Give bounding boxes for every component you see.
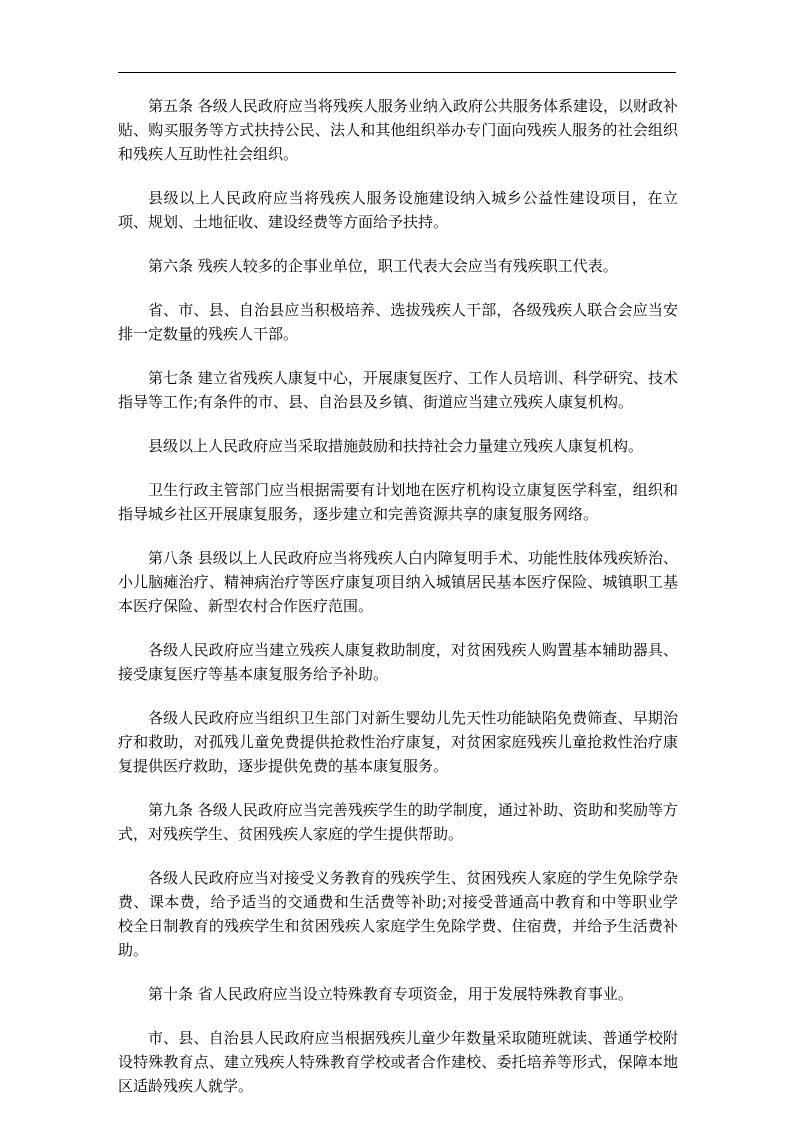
paragraph: 卫生行政主管部门应当根据需要有计划地在医疗机构设立康复医学科室，组织和指导城乡社区开展康复服务，逐步建立和完善资源共享的康复服务网络。 xyxy=(118,481,678,523)
paragraph: 第六条 残疾人较多的企事业单位，职工代表大会应当有残疾职工代表。 xyxy=(148,257,618,275)
paragraph: 市、县、自治县人民政府应当根据残疾儿童少年数量采取随班就读、普通学校附设特殊教育点、建立残疾人特殊教育学校或者合作建校、委托培养等形式，保障本地区适龄残疾人就学。 xyxy=(118,1029,678,1095)
paragraph: 第五条 各级人民政府应当将残疾人服务业纳入政府公共服务体系建设，以财政补贴、购买服务等方式扶持公民、法人和其他组织举办专门面向残疾人服务的社会组织和残疾人互助性社会组织。 xyxy=(118,97,678,163)
paragraph: 县级以上人民政府应当将残疾人服务设施建设纳入城乡公益性建设项目，在立项、规划、土地征收、建设经费等方面给予扶持。 xyxy=(118,189,678,231)
paragraph: 各级人民政府应当组织卫生部门对新生婴幼儿先天性功能缺陷免费筛查、早期治疗和救助，对孤残儿童免费提供抢救性治疗康复，对贫困家庭残疾儿童抢救性治疗康复提供医疗救助，逐步提供免费的基本康复服务。 xyxy=(118,709,678,775)
paragraph: 第七条 建立省残疾人康复中心，开展康复医疗、工作人员培训、科学研究、技术指导等工作;有条件的市、县、自治县及乡镇、街道应当建立残疾人康复机构。 xyxy=(118,369,678,411)
paragraph: 第十条 省人民政府应当设立特殊教育专项资金，用于发展特殊教育事业。 xyxy=(148,985,633,1003)
paragraph: 第九条 各级人民政府应当完善残疾学生的助学制度，通过补助、资助和奖励等方式，对残疾学生、贫困残疾人家庭的学生提供帮助。 xyxy=(118,801,678,843)
paragraph: 各级人民政府应当建立残疾人康复救助制度，对贫困残疾人购置基本辅助器具、接受康复医疗等基本康复服务给予补助。 xyxy=(118,641,678,683)
paragraph: 各级人民政府应当对接受义务教育的残疾学生、贫困残疾人家庭的学生免除学杂费、课本费，给予适当的交通费和生活费等补助;对接受普通高中教育和中等职业学校全日制教育的残疾学生和贫困残疾人家庭学生免除学费、住宿费，并给予生活费补助。 xyxy=(118,869,678,959)
paragraph: 县级以上人民政府应当采取措施鼓励和扶持社会力量建立残疾人康复机构。 xyxy=(148,437,644,455)
document-body xyxy=(118,94,678,1118)
paragraph: 第八条 县级以上人民政府应当将残疾人白内障复明手术、功能性肢体残疾矫治、小儿脑瘫治疗、精神病治疗等医疗康复项目纳入城镇居民基本医疗保险、城镇职工基本医疗保险、新型农村合作医疗范围。 xyxy=(118,549,678,615)
paragraph: 省、市、县、自治县应当积极培养、选拔残疾人干部，各级残疾人联合会应当安排一定数量的残疾人干部。 xyxy=(118,301,678,343)
header-rule xyxy=(118,72,676,73)
